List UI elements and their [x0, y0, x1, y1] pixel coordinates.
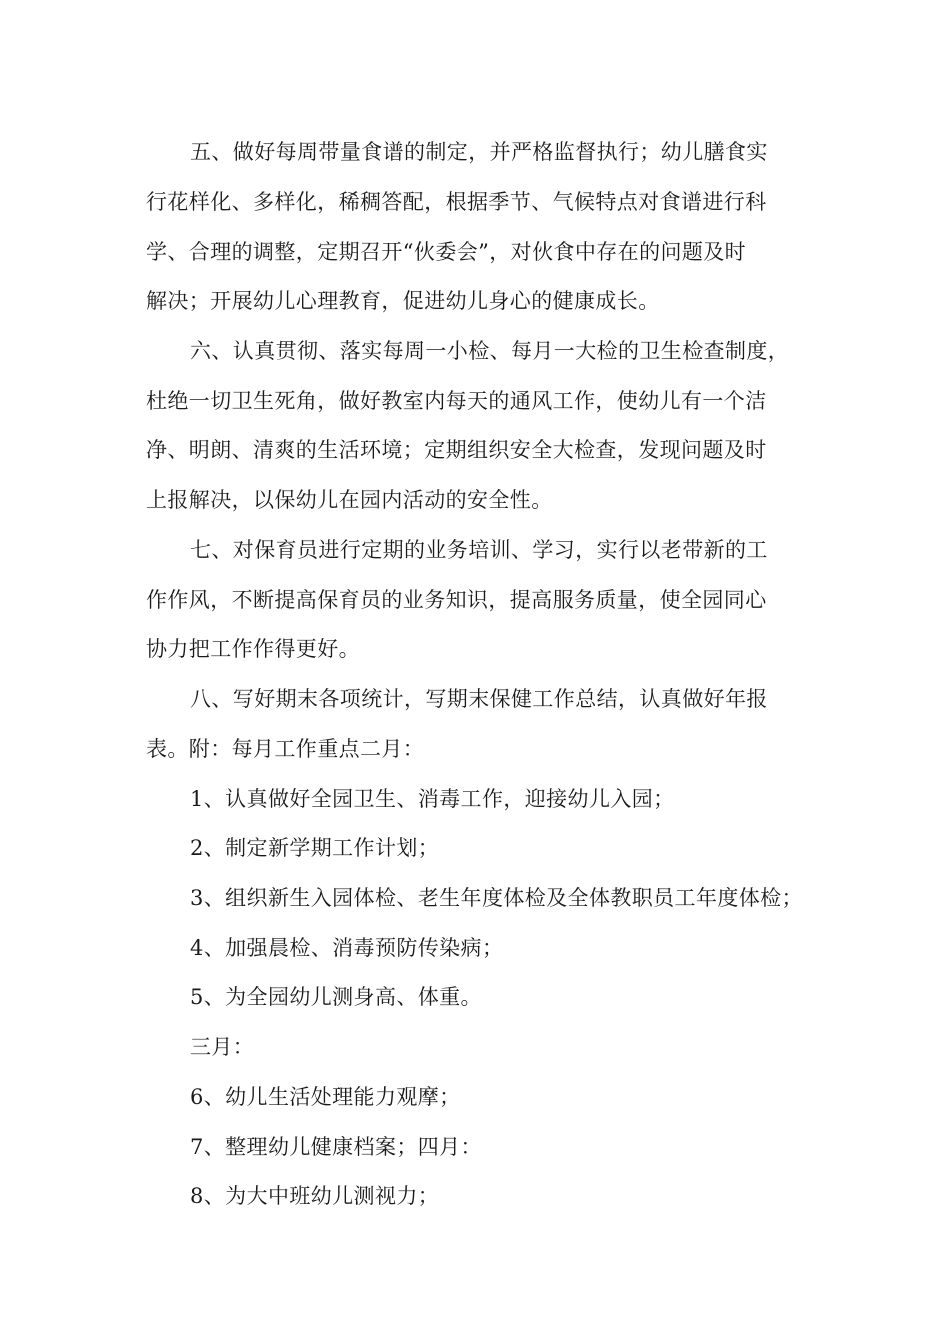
month-heading-march: 三月： [190, 1035, 255, 1059]
list-item-8: 8、为大中班幼儿测视力； [190, 1184, 440, 1208]
paragraph-8-line-2: 表。附：每月工作重点二月： [146, 737, 425, 761]
list-item-5: 5、为全园幼儿测身高、体重。 [190, 985, 482, 1009]
paragraph-5-line-2: 行花样化、多样化，稀稠答配，根据季节、气候特点对食谱进行科 [146, 190, 767, 214]
list-item-1: 1、认真做好全园卫生、消毒工作，迎接幼儿入园； [190, 787, 675, 811]
paragraph-5-line-1: 五、做好每周带量食谱的制定，并严格监督执行；幼儿膳食实 [190, 140, 768, 164]
list-item-4: 4、加强晨检、消毒预防传染病； [190, 936, 504, 960]
paragraph-6-line-2: 杜绝一切卫生死角，做好教室内每天的通风工作，使幼儿有一个洁 [146, 389, 767, 413]
paragraph-8-line-1: 八、写好期末各项统计，写期末保健工作总结，认真做好年报 [190, 687, 768, 711]
paragraph-6-line-4: 上报解决，以保幼儿在园内活动的安全性。 [146, 488, 553, 512]
paragraph-7-line-2: 作作风，不断提高保育员的业务知识，提高服务质量，使全园同心 [146, 588, 767, 612]
paragraph-7-line-1: 七、对保育员进行定期的业务培训、学习，实行以老带新的工 [190, 538, 768, 562]
list-item-3: 3、组织新生入园体检、老生年度体检及全体教职员工年度体检； [190, 886, 803, 910]
paragraph-6-line-1: 六、认真贯彻、落实每周一小检、每月一大检的卫生检查制度， [190, 339, 790, 363]
list-item-2: 2、制定新学期工作计划； [190, 836, 440, 860]
paragraph-7-line-3: 协力把工作作得更好。 [146, 637, 360, 661]
paragraph-5-line-3: 学、合理的调整，定期召开“伙委会”，对伙食中存在的问题及时 [146, 240, 747, 264]
paragraph-5-line-4: 解决；开展幼儿心理教育，促进幼儿身心的健康成长。 [146, 289, 660, 313]
paragraph-6-line-3: 净、明朗、清爽的生活环境；定期组织安全大检查，发现问题及时 [146, 438, 767, 462]
list-item-6: 6、幼儿生活处理能力观摩； [190, 1085, 461, 1109]
list-item-7: 7、整理幼儿健康档案；四月： [190, 1135, 482, 1159]
